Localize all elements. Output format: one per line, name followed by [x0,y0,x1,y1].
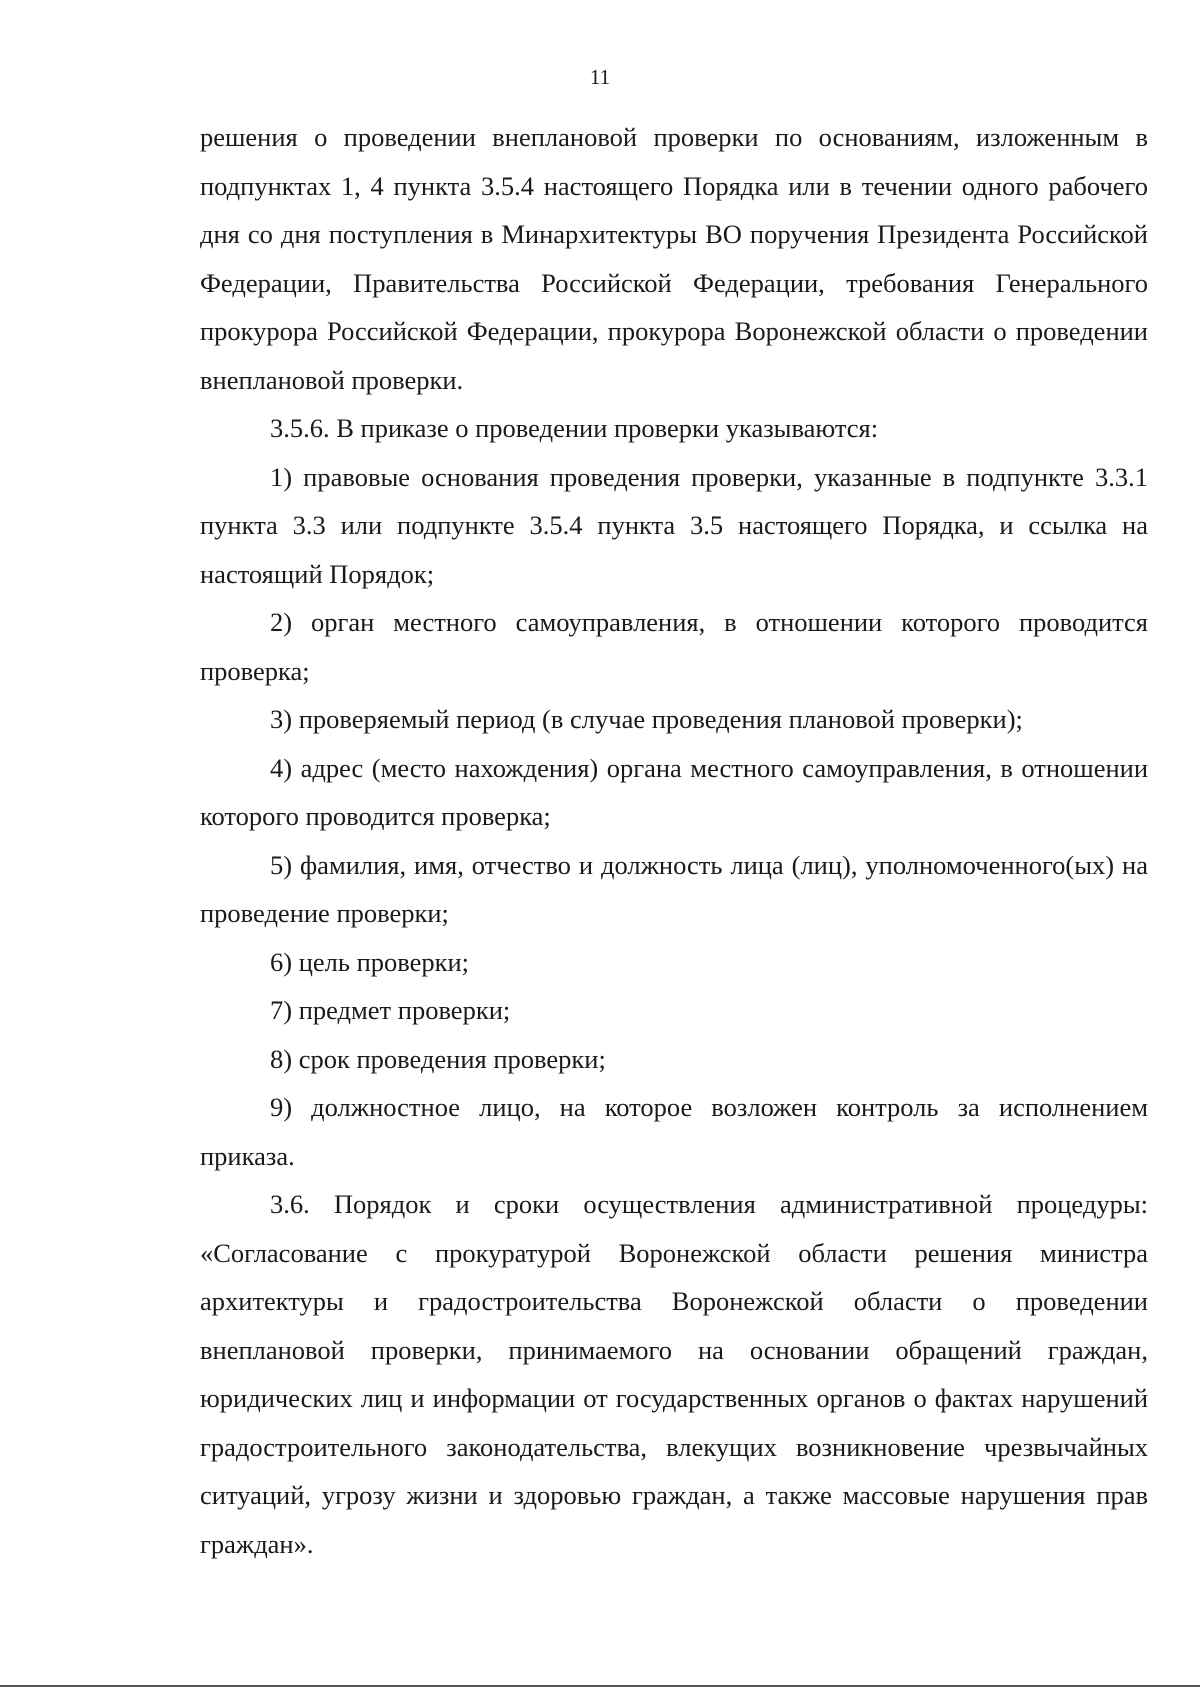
list-item-8: 8) срок проведения проверки; [270,1043,606,1074]
list-item-6: 6) цель проверки; [270,946,470,977]
list-item-3: 3) проверяемый период (в случае проведения плановой проверки); [270,704,1023,734]
list-item-5: 5) фамилия, имя, отчество и должность лица (лиц), уполномоченного(ых) на проведение проверки; [200,849,1148,928]
list-item-1: 1) правовые основания проведения проверки, указанные в подпункте 3.3.1 пункта 3.3 или подпункте 3.5.4 пункта 3.5 настоящего Порядка, и ссылка на настоящий Порядок; [200,461,1148,589]
bottom-divider [0,1685,1200,1687]
list-item-2: 2) орган местного самоуправления, в отношении которого проводится проверка; [200,607,1148,686]
page-number: 11 [589,65,611,89]
list-item-7: 7) предмет проверки; [270,995,511,1025]
paragraph-3-6: 3.6. Порядок и сроки осуществления административной процедуры: «Согласование с прокуратурой Воронежской области решения министра архитектуры и градостроительства Воронежской области о проведении внеплановой проверки, принимаемого на основании обращений граждан, юридических лиц и информации от государственных органов о фактах нарушений градостроительного законодательства, влекущих возникновение чрезвычайных ситуаций, угрозу жизни и здоровью граждан, а также массовые нарушения прав граждан». [200,1189,1148,1559]
list-item-9: 9) должностное лицо, на которое возложен контроль за исполнением приказа. [200,1092,1148,1171]
paragraph-3-5-6-heading: 3.5.6. В приказе о проведении проверки указываются: [270,413,879,443]
paragraph-continuation: решения о проведении внеплановой проверки по основаниям, изложенным в подпунктах 1, 4 пункта 3.5.4 настоящего Порядка или в течении одного рабочего дня со дня поступления в Минархитектуры ВО поручения Президента Российской Федерации, Правительства Российской Федерации, требования Генерального прокурора Российской Федерации, прокурора Воронежской области о проведении внеплановой проверки. [200,122,1148,395]
document-body [200,113,1148,1568]
list-item-4: 4) адрес (место нахождения) органа местного самоуправления, в отношении которого проводится проверка; [200,752,1148,831]
